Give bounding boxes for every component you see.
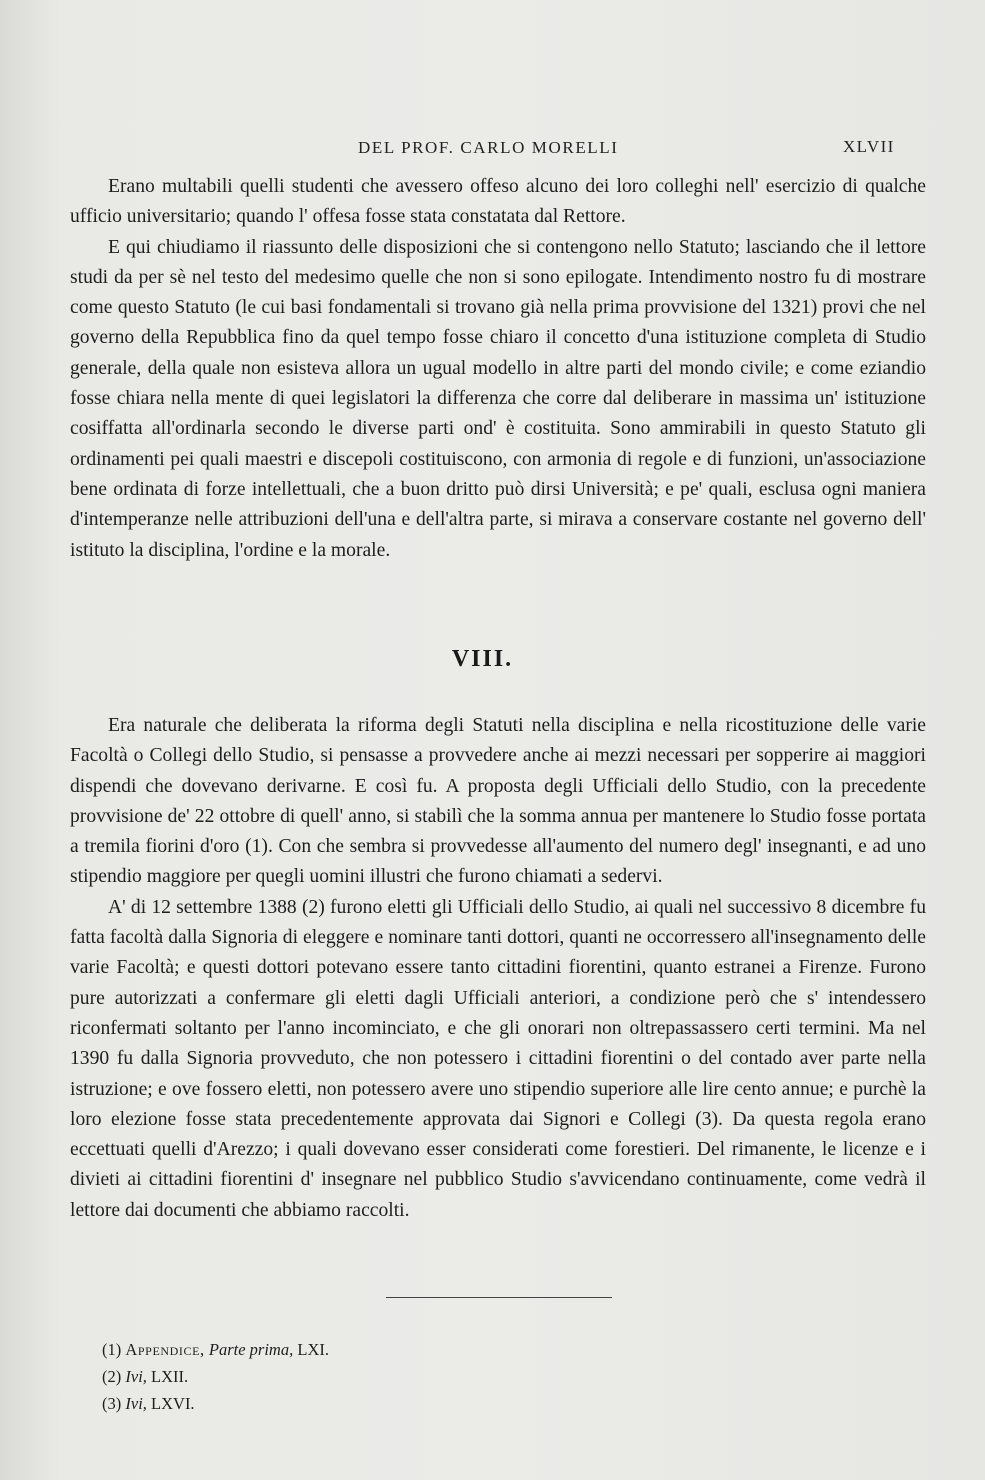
footnote <box>102 1336 329 1363</box>
paragraph: E qui chiudiamo il riassunto delle disposizioni che si contengono nello Statuto; lasciando che il lettore studi da per sè nel testo del medesimo quelle che non si sono epilogate. Intendimento nostro fu di mostrare come questo Statuto (le cui basi fondamentali si trovano già nella prima provvisione del 1321) provi che nel governo della Repubblica fino da quel tempo fosse chiaro il concetto d'una istituzione completa di Studio generale, della quale non esisteva allora un ugual modello in altre parti del mondo civile; e come eziandio fosse chiara nella mente di quei legislatori la differenza che corre dal deliberare in massima un' istituzione cosiffatta all'ordinarla secondo le diverse parti ond' è costituita. Sono ammirabili in questo Statuto gli ordinamenti pei quali maestri e discepoli costituiscono, con armonia di regole e di funzioni, un'associazione bene ordinata di forze intellettuali, che a buon dritto può dirsi Università; e pe' quali, esclusa ogni maniera d'intemperanze nelle attribuzioni dell'una e dell'altra parte, si mirava a conservare costante nel governo dell' istituto la disciplina, l'ordine e la morale. <box>70 236 926 561</box>
footnote-marker: (2) <box>102 1367 122 1386</box>
footnote-ref: LXII. <box>151 1367 189 1386</box>
footnote-ref: LXI. <box>297 1340 329 1359</box>
paragraph: Era naturale che deliberata la riforma degli Statuti nella disciplina e nella ricostituzione delle varie Facoltà o Collegi dello Studio, si pensasse a provvedere anche ai mezzi necessari per sopperire ai maggiori dispendi che dovevano derivarne. E così fu. A proposta degli Ufficiali dello Studio, con la precedente provvisione de' 22 ottobre di quell' anno, si stabilì che la somma annua per mantenere lo Studio fosse portata a tremila fiorini d'oro (1). Con che sembra si provvedesse all'aumento del numero degl' insegnanti, e ad uno stipendio maggiore per quegli uomini illustri che furono chiamati a sedervi. <box>70 715 926 888</box>
footnote-detail: Ivi, <box>125 1394 147 1413</box>
footnotes <box>102 1336 329 1417</box>
footnote-marker: (3) <box>102 1394 122 1413</box>
section-heading: VIII. <box>451 646 514 672</box>
footnote-source: Appendice, <box>125 1340 205 1359</box>
footnote-divider <box>386 1297 612 1298</box>
paragraph: Erano multabili quelli studenti che avessero offeso alcuno dei loro colleghi nell' esercizio di qualche ufficio universitario; quando l' offesa fosse stata constatata dal Rettore. <box>70 176 926 228</box>
footnote-marker: (1) <box>102 1340 122 1359</box>
footnote <box>102 1390 329 1417</box>
text-block-before <box>70 172 926 566</box>
footnote-detail: Ivi, <box>125 1367 147 1386</box>
paragraph: A' di 12 settembre 1388 (2) furono eletti gli Ufficiali dello Studio, ai quali nel successivo 8 dicembre fu fatta facoltà dalla Signoria di eleggere e nominare tanti dottori, quanti ne occorressero all'insegnamento delle varie Facoltà; e questi dottori potevano essere tanto cittadini fiorentini, quanto estranei a Firenze. Furono pure autorizzati a confermare gli eletti dagli Ufficiali anteriori, a condizione però che s' intendessero riconfermati soltanto per l'anno incominciato, e che gli onorari non oltrepassassero certi termini. Ma nel 1390 fu dalla Signoria provveduto, che non potessero i cittadini fiorentini o del contado aver parte nella istruzione; e ove fossero eletti, non potessero avere uno stipendio superiore alle lire cento annue; e purchè la loro elezione fosse stata precedentemente approvata dai Signori e Collegi (3). Da questa regola erano eccettuati quelli d'Arezzo; i quali dovevano esser considerati come forestieri. Del rimanente, le licenze e i divieti ai cittadini fiorentini d' insegnare nel pubblico Studio s'avvicendano continuamente, come vedrà il lettore dai documenti che abbiamo raccolti. <box>70 896 926 1221</box>
footnote <box>102 1363 329 1390</box>
running-title: DEL PROF. CARLO MORELLI <box>358 138 619 157</box>
footnote-detail: Parte prima, <box>208 1340 294 1359</box>
footnote-ref: LXVI. <box>151 1394 195 1413</box>
running-head <box>0 134 985 158</box>
text-block-after <box>70 711 926 1226</box>
page-number: XLVII <box>843 137 895 156</box>
